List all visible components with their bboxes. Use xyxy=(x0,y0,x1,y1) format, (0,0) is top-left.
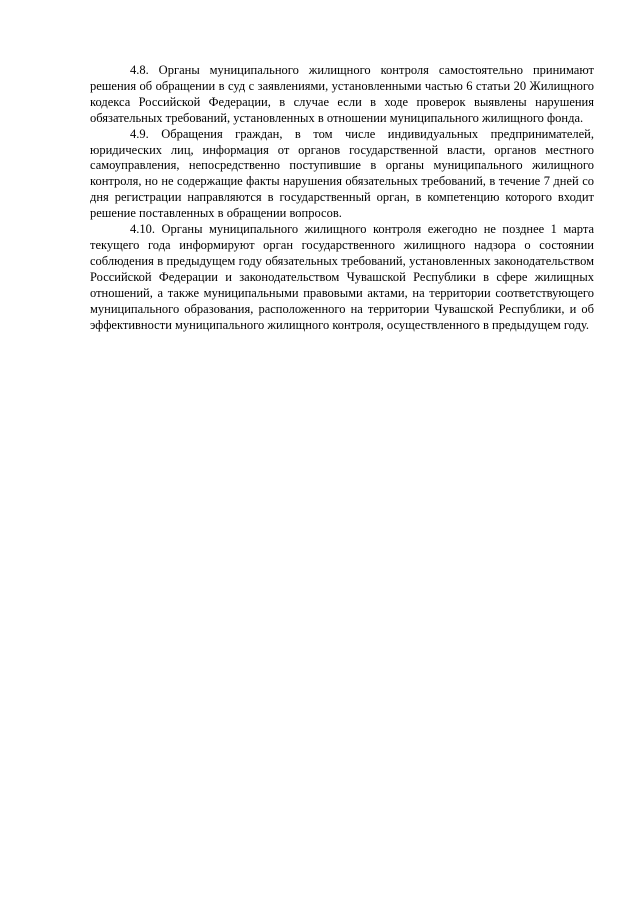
document-body xyxy=(90,63,594,333)
paragraph-4-8: 4.8. Органы муниципального жилищного контроля самостоятельно принимают решения об обращении в суд с заявлениями, установленными частью 6 статьи 20 Жилищного кодекса Российской Федерации, в случае если в ходе проверок выявлены нарушения обязательных требований, установленных в отношении муниципального жилищного фонда. xyxy=(90,63,594,125)
paragraph-4-10: 4.10. Органы муниципального жилищного контроля ежегодно не позднее 1 марта текущего года информируют орган государственного жилищного надзора о состоянии соблюдения в предыдущем году обязательных требований, установленных законодательством Российской Федерации и законодательством Чувашской Республики в сфере жилищных отношений, а также муниципальными правовыми актами, на территории соответствующего муниципального образования, расположенного на территории Чувашской Республики, и об эффективности муниципального жилищного контроля, осуществленного в предыдущем году. xyxy=(90,222,594,332)
paragraph-4-9: 4.9. Обращения граждан, в том числе индивидуальных предпринимателей, юридических лиц, информация от органов государственной власти, органов местного самоуправления, непосредственно поступившие в органы муниципального жилищного контроля, но не содержащие факты нарушения обязательных требований, в течение 7 дней со дня регистрации направляются в государственный орган, в компетенцию которого входит решение поставленных в обращении вопросов. xyxy=(90,126,594,221)
